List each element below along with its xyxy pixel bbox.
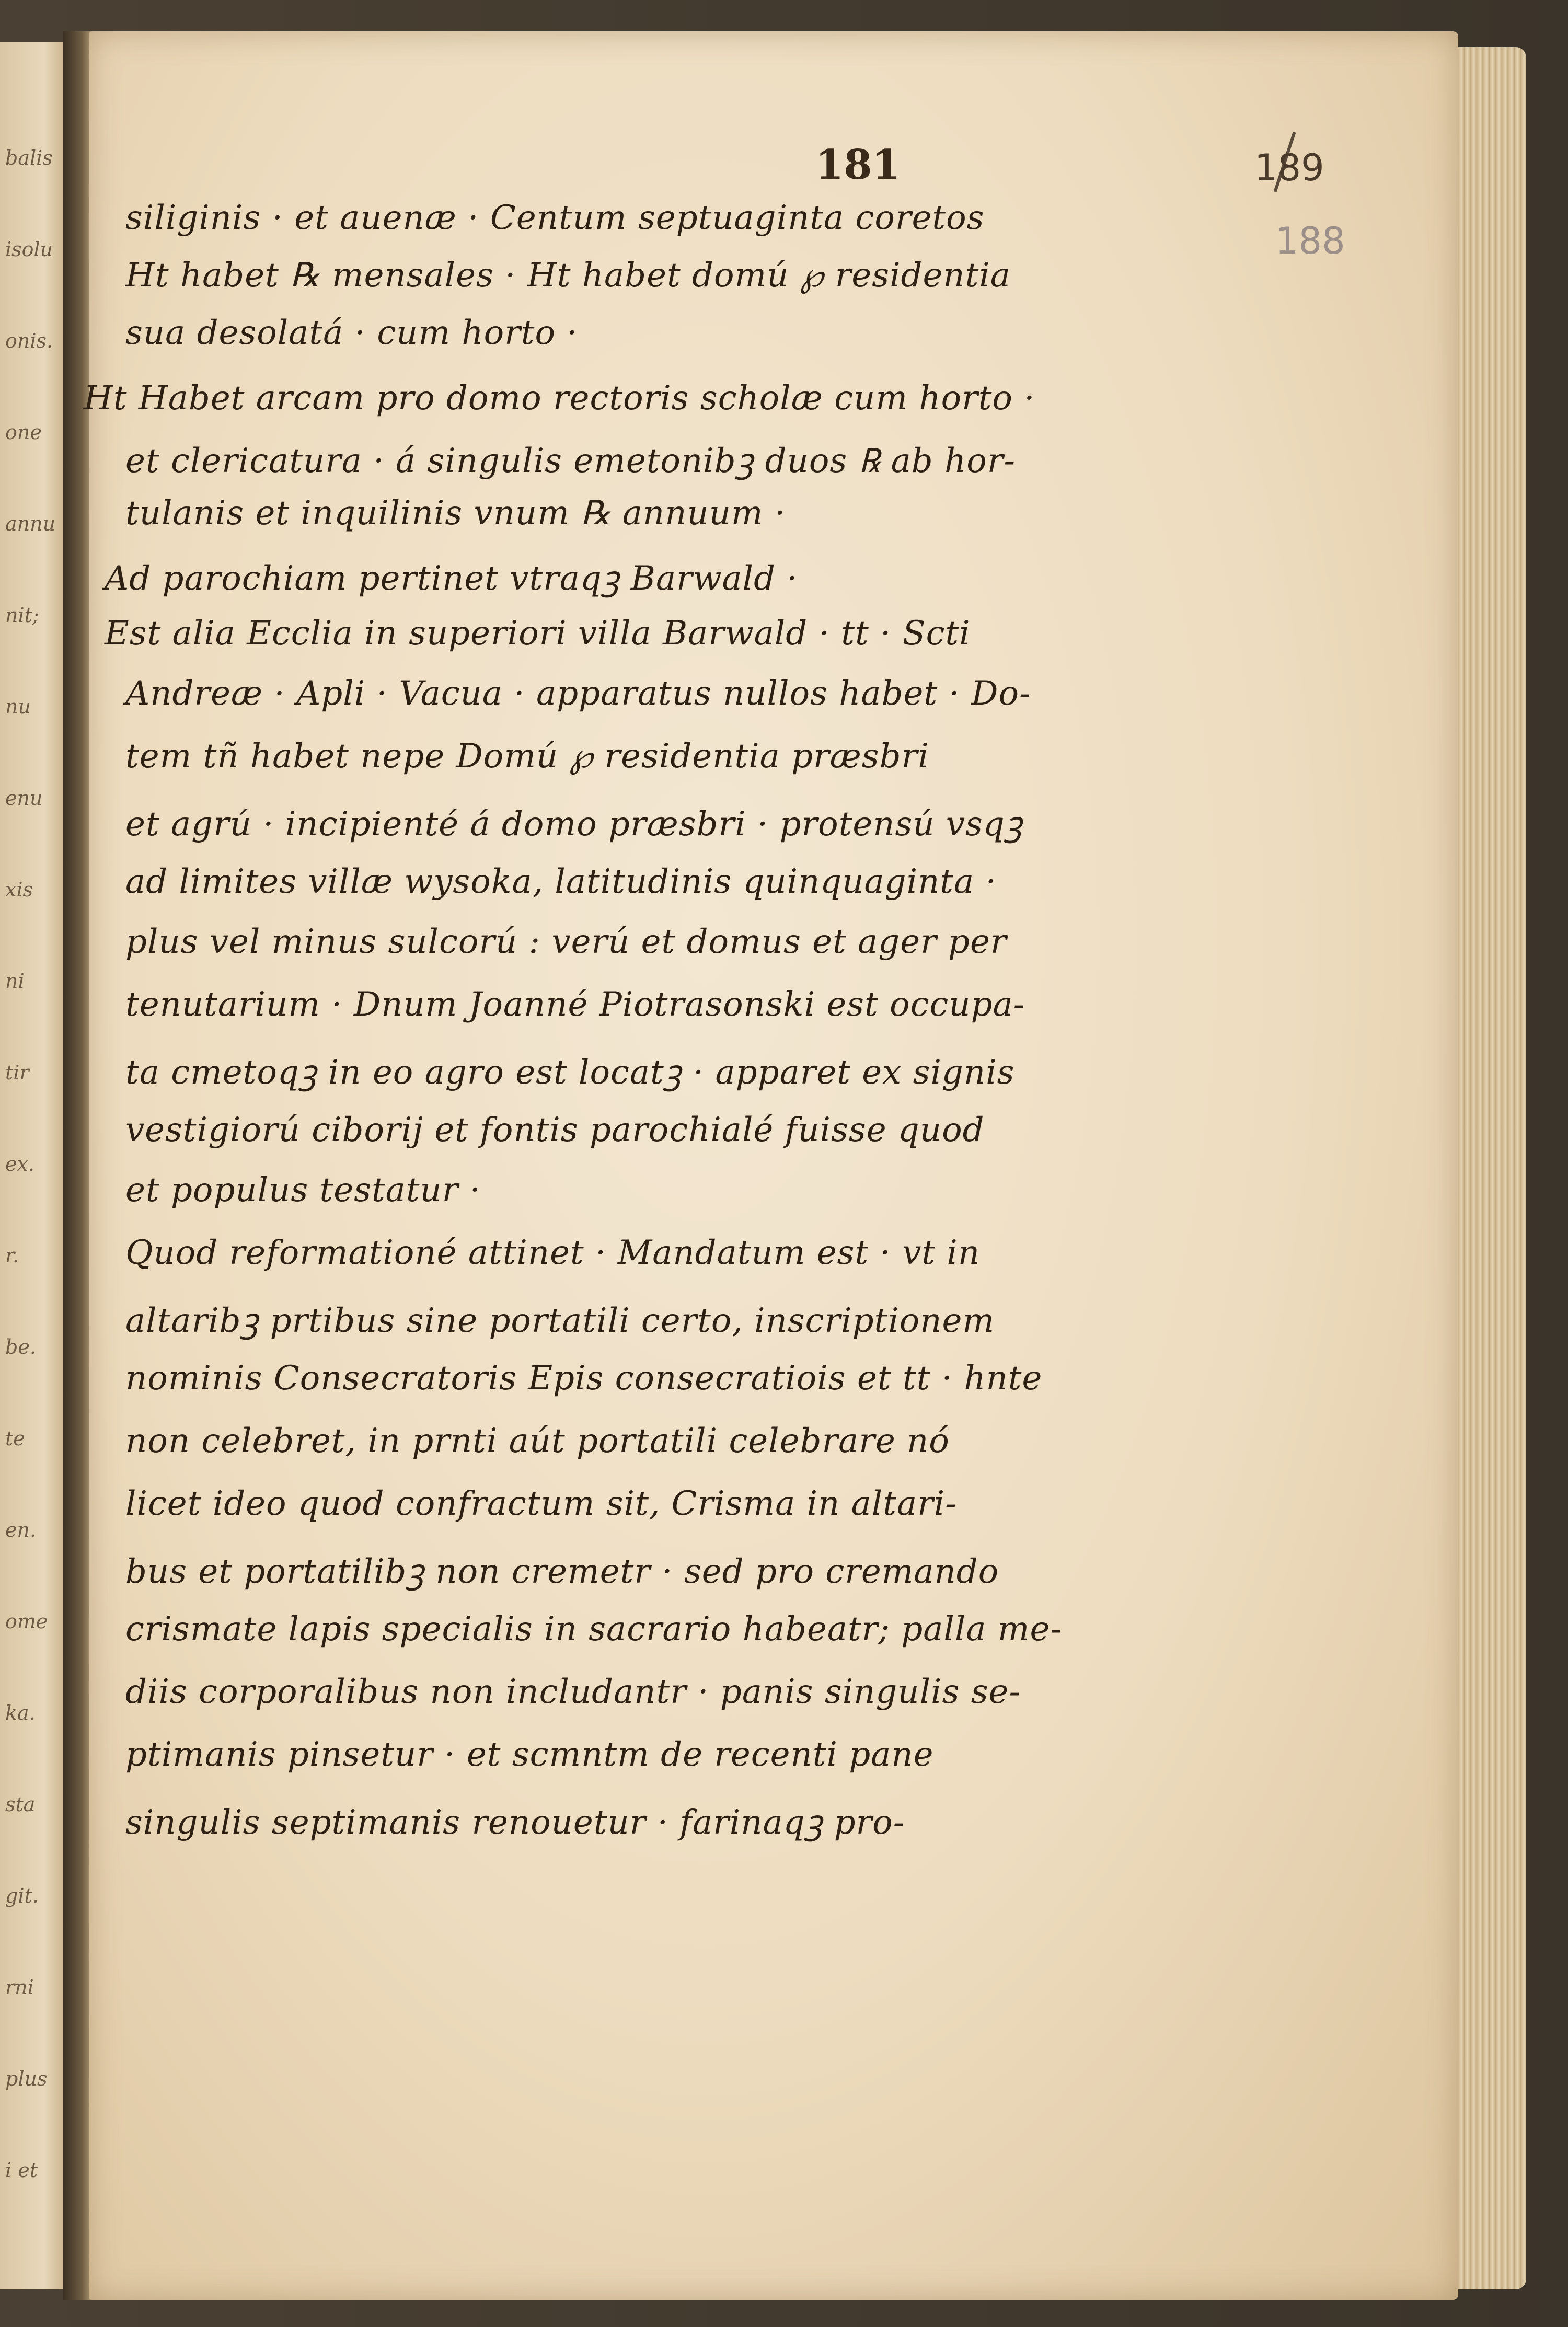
- left-page-text-fragment: i et: [5, 2159, 38, 2182]
- text-line: non celebret, in prnti aút portatili celebrare nó: [125, 1422, 950, 1460]
- left-page-text-fragment: r.: [5, 1244, 19, 1267]
- text-line: bus et portatilibꝫ non cremetr · sed pro cremando: [125, 1552, 999, 1591]
- left-page-text-fragment: nit;: [5, 604, 39, 627]
- text-line: ta cmetoqꝫ in eo agro est locatꝫ · apparet ex signis: [125, 1053, 1015, 1092]
- text-line: Est alia Ecclia in superiori villa Barwald · tt · Scti: [105, 614, 971, 653]
- left-page-text-fragment: en.: [5, 1518, 37, 1541]
- left-page-text-fragment: enu: [5, 787, 43, 810]
- left-page-text-fragment: te: [5, 1427, 25, 1450]
- left-page-text-fragment: isolu: [5, 238, 53, 261]
- left-page-text-fragment: ka.: [5, 1701, 36, 1724]
- left-page-text-fragment: annu: [5, 512, 56, 535]
- text-line: et populus testatur ·: [125, 1171, 481, 1209]
- text-line: singulis septimanis renouetur · farinaqꝫ pro-: [125, 1803, 905, 1842]
- text-line: vestigiorú ciborij et fontis parochialé fuisse quod: [125, 1111, 985, 1149]
- text-line: Ht habet ℞ mensales · Ht habet domú ℘ residentia: [125, 256, 1011, 295]
- text-line: plus vel minus sulcorú : verú et domus et ager per: [125, 923, 1007, 961]
- left-page-text-fragment: be.: [5, 1335, 36, 1358]
- page-edges: [1458, 47, 1526, 2289]
- left-page-text-fragment: ni: [5, 970, 25, 993]
- manuscript-page: [89, 31, 1458, 2300]
- left-page-text-fragment: git.: [5, 1884, 39, 1907]
- text-line: diis corporalibus non includantr · panis singulis se-: [125, 1673, 1021, 1711]
- left-page-fragment: [0, 42, 66, 2289]
- left-page-text-fragment: nu: [5, 695, 31, 718]
- left-page-text-fragment: tir: [5, 1061, 29, 1084]
- text-line: ad limites villæ wysoka, latitudinis quinquaginta ·: [125, 862, 997, 901]
- text-line: tulanis et inquilinis vnum ℞ annuum ·: [125, 494, 786, 533]
- text-line: tenutarium · Dnum Joanné Piotrasonski est occupa-: [125, 985, 1025, 1024]
- text-line: Andreæ · Apli · Vacua · apparatus nullos habet · Do-: [125, 674, 1031, 713]
- left-page-text-fragment: rni: [5, 1976, 34, 1999]
- left-page-text-fragment: balis: [5, 146, 53, 169]
- text-line: crismate lapis specialis in sacrario habeatr; palla me-: [125, 1610, 1062, 1649]
- left-page-text-fragment: sta: [5, 1793, 36, 1816]
- text-line: ptimanis pinsetur · et scmntm de recenti pane: [125, 1735, 934, 1774]
- text-line: nominis Consecratoris Epis consecratiois et tt · hnte: [125, 1359, 1043, 1398]
- text-line: Ad parochiam pertinet vtraqꝫ Barwald ·: [105, 559, 798, 598]
- text-line: et clericatura · á singulis emetonibꝫ duos ℞ ab hor-: [125, 442, 1016, 480]
- pencil-folio-number-alt: 188: [1275, 220, 1345, 262]
- text-line: Ht Habet arcam pro domo rectoris scholæ cum horto ·: [84, 379, 1035, 418]
- left-page-text-fragment: ome: [5, 1610, 48, 1633]
- left-page-text-fragment: ex.: [5, 1153, 34, 1176]
- left-page-text-fragment: xis: [5, 878, 33, 901]
- folio-number: 181: [815, 141, 901, 189]
- text-line: et agrú · incipienté á domo præsbri · protensú vsqꝫ: [125, 805, 1023, 844]
- left-page-text-fragment: plus: [5, 2067, 48, 2090]
- pencil-folio-number: 189: [1254, 146, 1324, 189]
- text-line: siliginis · et auenæ · Centum septuaginta coretos: [125, 199, 985, 237]
- text-line: licet ideo quod confractum sit, Crisma in altari-: [125, 1484, 957, 1523]
- text-line: tem tñ habet nepe Domú ℘ residentia præsbri: [125, 737, 929, 776]
- text-line: altaribꝫ prtibus sine portatili certo, inscriptionem: [125, 1301, 995, 1340]
- text-line: Quod reformationé attinet · Mandatum est · vt in: [125, 1234, 981, 1272]
- text-line: sua desolatá · cum horto ·: [125, 314, 578, 352]
- left-page-text-fragment: one: [5, 421, 42, 444]
- left-page-text-fragment: onis.: [5, 329, 53, 352]
